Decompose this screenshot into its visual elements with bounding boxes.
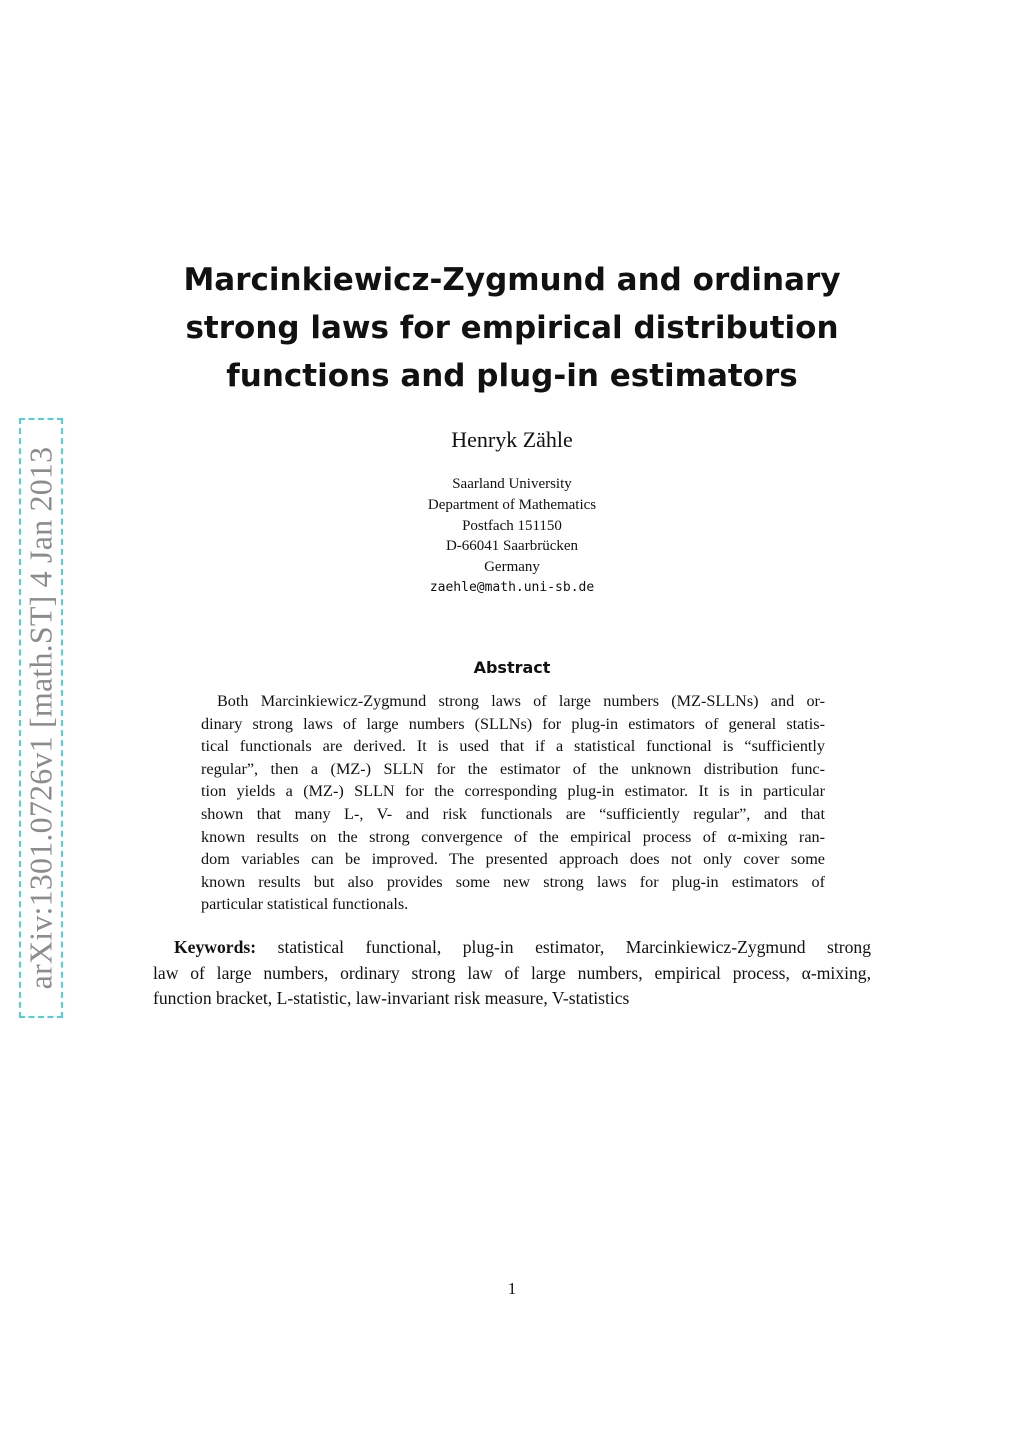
abstract-line: tion yields a (MZ-) SLLN for the corresponding plug-in estimator. It is in particular xyxy=(201,782,825,801)
paper-title xyxy=(150,256,874,400)
abstract-line: tical functionals are derived. It is used that if a statistical functional is “sufficiently xyxy=(201,737,825,756)
keywords-text: statistical functional, plug-in estimator, Marcinkiewicz-Zygmund strong xyxy=(277,937,871,957)
keywords-line: function bracket, L-statistic, law-invariant risk measure, V-statistics xyxy=(153,988,630,1008)
abstract-line: dom variables can be improved. The presented approach does not only cover some xyxy=(201,850,825,869)
affiliation-city: D-66041 Saarbrücken xyxy=(445,538,579,555)
keywords-line: law of large numbers, ordinary strong law of large numbers, empirical process, α-mixing, xyxy=(153,962,871,983)
keywords-label: Keywords: xyxy=(174,937,257,957)
abstract-heading: Abstract xyxy=(473,658,551,677)
title-line: Marcinkiewicz-Zygmund and ordinary xyxy=(183,262,841,298)
keywords-line xyxy=(153,935,871,961)
affiliation-country: Germany xyxy=(484,559,540,576)
abstract-line: known results but also provides some new strong laws for plug-in estimators of xyxy=(201,872,825,891)
abstract-line: known results on the strong convergence of the empirical process of α-mixing ran- xyxy=(201,827,825,846)
title-line: functions and plug-in estimators xyxy=(226,358,798,394)
abstract-body xyxy=(201,690,825,916)
author-affiliation xyxy=(150,474,874,599)
abstract-line: dinary strong laws of large numbers (SLLNs) for plug-in estimators of general statis- xyxy=(201,714,825,733)
author-name: Henryk Zähle xyxy=(451,427,573,452)
abstract-line: shown that many L-, V- and risk functionals are “sufficiently regular”, and that xyxy=(201,804,825,823)
author-email: zaehle@math.uni-sb.de xyxy=(429,579,595,595)
page-number: 1 xyxy=(507,1279,517,1298)
title-line: strong laws for empirical distribution xyxy=(185,310,839,346)
arxiv-identifier: arXiv:1301.0726v1 [math.ST] 4 Jan 2013 xyxy=(22,446,59,990)
abstract-line: particular statistical functionals. xyxy=(201,895,409,914)
keywords-section xyxy=(153,935,871,1012)
affiliation-department: Department of Mathematics xyxy=(427,496,597,513)
arxiv-stamp xyxy=(19,418,63,1018)
affiliation-institution: Saarland University xyxy=(452,476,572,492)
abstract-line: regular”, then a (MZ-) SLLN for the estimator of the unknown distribution func- xyxy=(201,759,825,778)
abstract-line: Both Marcinkiewicz-Zygmund strong laws of large numbers (MZ-SLLNs) and or- xyxy=(217,692,825,710)
affiliation-postfach: Postfach 151150 xyxy=(462,517,562,534)
